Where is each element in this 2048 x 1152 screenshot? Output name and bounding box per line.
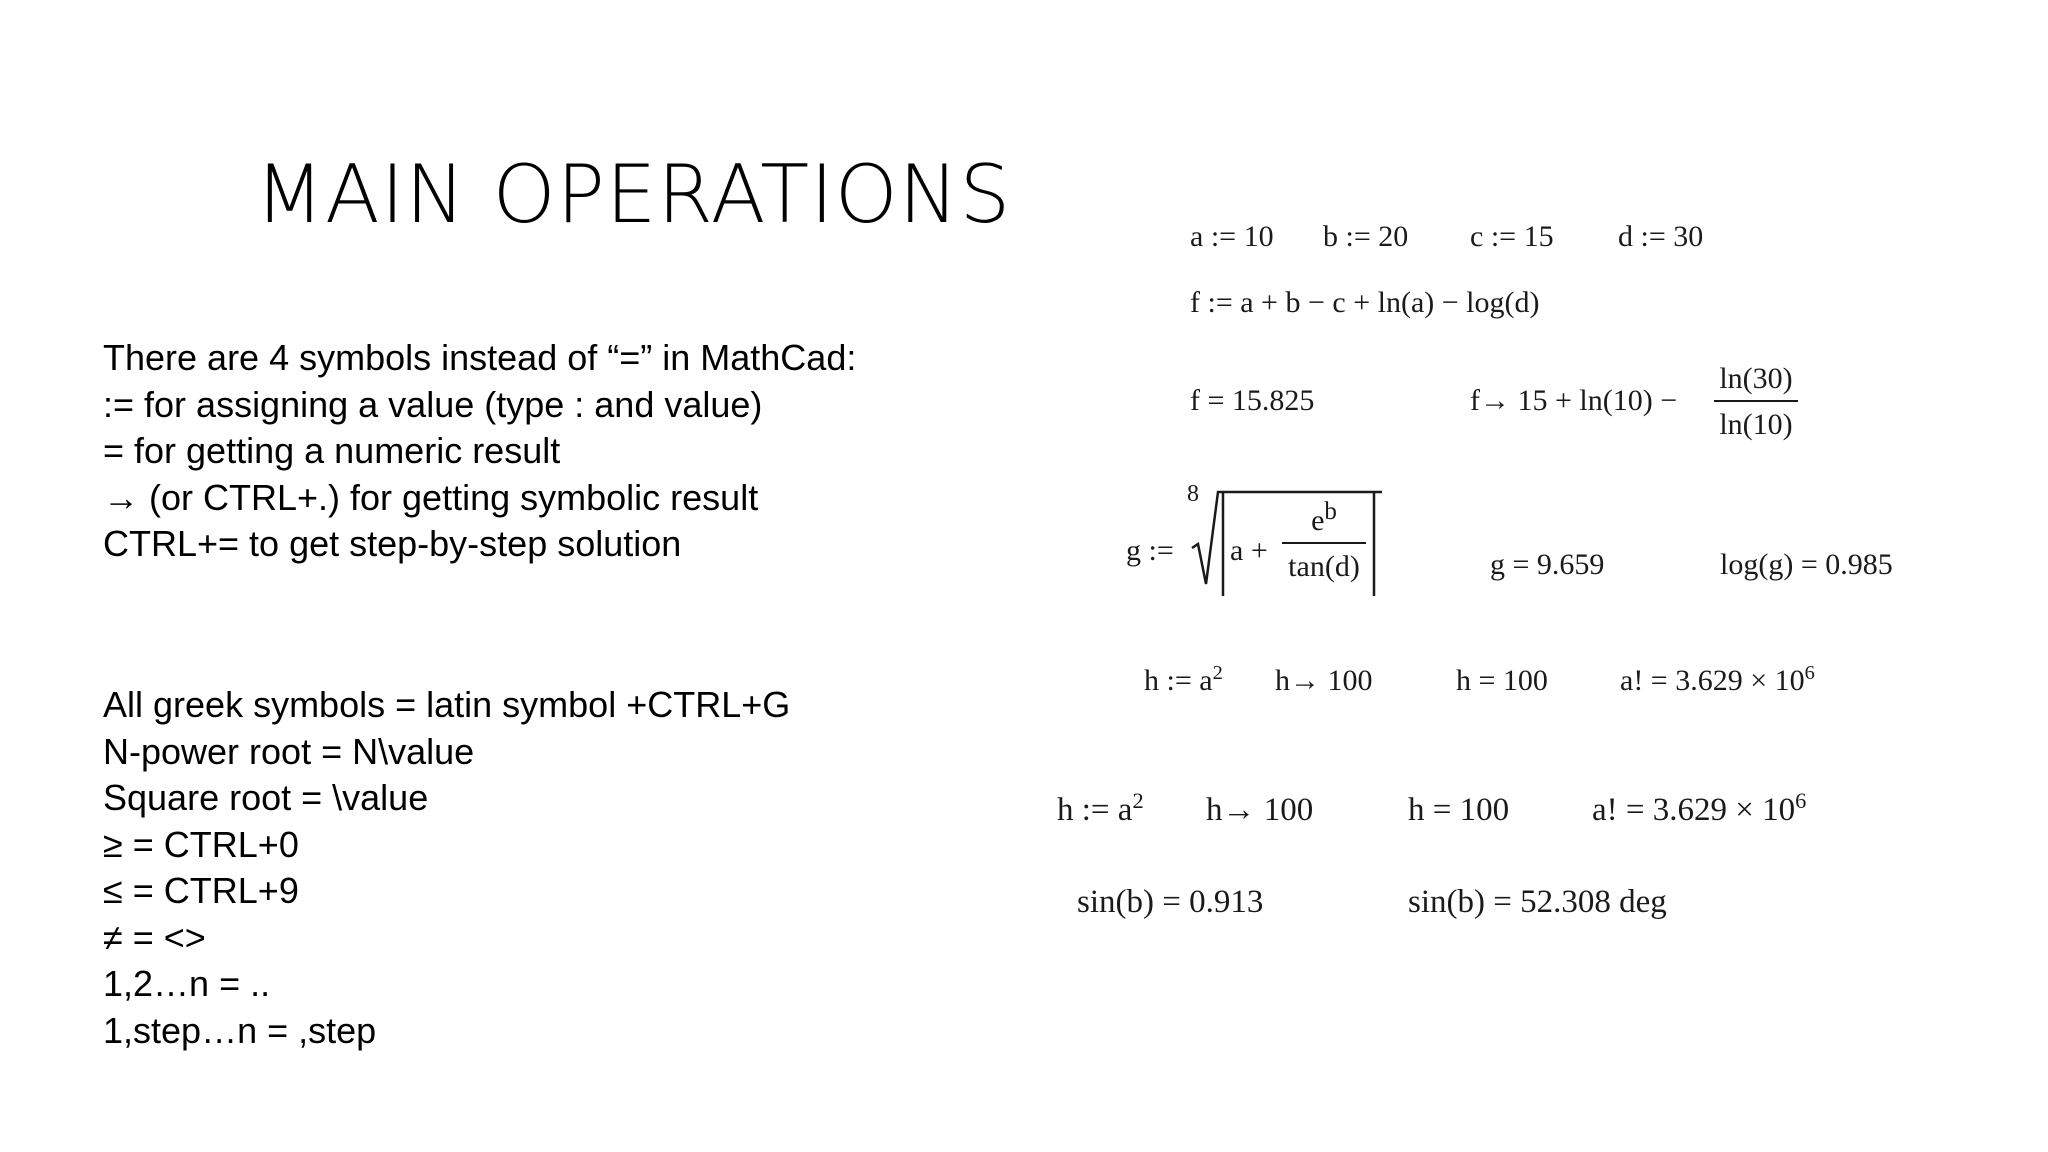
shortcuts-list xyxy=(103,682,790,1054)
expr-power: 6 xyxy=(1795,787,1807,813)
mathcad-symbols-list xyxy=(103,335,856,568)
list-item: 1,step…n = ,step xyxy=(103,1009,377,1051)
expr-base: a! = 3.629 × 10 xyxy=(1620,664,1805,697)
expr-base: h := a xyxy=(1144,664,1213,697)
fraction-numerator: ln(30) xyxy=(1719,362,1793,395)
f-definition: f := a + b − c + ln(a) − log(d) xyxy=(1190,286,1540,319)
h-symbolic-result-large: h→ 100 xyxy=(1206,792,1314,828)
g-numeric-result: g = 9.659 xyxy=(1490,548,1605,581)
sin-b-result: sin(b) = 0.913 xyxy=(1077,884,1264,920)
slide-title: MAIN OPERATIONS xyxy=(255,148,1012,241)
f-symbolic-prefix: f→ 15 + ln(10) − xyxy=(1470,384,1678,417)
sin-b-degrees-result: sin(b) = 52.308 deg xyxy=(1408,884,1667,920)
expr-power: 2 xyxy=(1132,787,1144,813)
f-symbolic-fraction xyxy=(1714,362,1798,442)
list-item: There are 4 symbols instead of “=” in MathCad: xyxy=(103,337,857,378)
root-index: 8 xyxy=(1187,481,1199,507)
fraction-denominator: ln(10) xyxy=(1719,408,1793,441)
expr-base: a! = 3.629 × 10 xyxy=(1592,792,1796,828)
list-item: ≤ = CTRL+9 xyxy=(103,870,299,911)
assign-c: c := 15 xyxy=(1470,220,1554,253)
list-item: ≠ = <> xyxy=(103,916,206,958)
expr-power: 6 xyxy=(1804,661,1815,684)
h-numeric-result-large: h = 100 xyxy=(1408,792,1510,828)
list-item: = for getting a numeric result xyxy=(103,430,561,471)
factorial-result-large xyxy=(1592,787,1807,828)
list-item: → (or CTRL+.) for getting symbolic result xyxy=(103,476,759,518)
list-item: N-power root = N\value xyxy=(103,730,475,772)
fraction-denominator: tan(d) xyxy=(1288,550,1360,583)
list-item: CTRL+= to get step-by-step solution xyxy=(103,523,682,564)
list-item: Square root = \value xyxy=(103,777,429,818)
assign-a: a := 10 xyxy=(1190,220,1274,253)
h-definition xyxy=(1144,661,1223,697)
h-definition-large xyxy=(1057,787,1144,828)
list-item: ≥ = CTRL+0 xyxy=(103,823,299,865)
exp-base: e xyxy=(1311,504,1325,537)
radicand-a-plus: a + xyxy=(1230,534,1268,567)
fraction-bar xyxy=(1282,542,1366,544)
exp-power: b xyxy=(1324,498,1337,525)
log-g-result: log(g) = 0.985 xyxy=(1720,548,1893,581)
list-item: := for assigning a value (type : and value) xyxy=(103,383,763,425)
factorial-result xyxy=(1620,661,1815,697)
list-item: All greek symbols = latin symbol +CTRL+G xyxy=(103,684,791,725)
assign-b: b := 20 xyxy=(1323,220,1409,253)
list-item: 1,2…n = .. xyxy=(103,963,271,1004)
fraction-bar xyxy=(1714,400,1798,402)
expr-base: h := a xyxy=(1057,792,1133,828)
g-definition-prefix: g := xyxy=(1126,534,1174,567)
expr-power: 2 xyxy=(1212,661,1223,684)
fraction-numerator xyxy=(1282,498,1366,538)
assign-d: d := 30 xyxy=(1618,220,1704,253)
h-symbolic-result: h→ 100 xyxy=(1275,664,1373,697)
radicand-fraction xyxy=(1282,498,1366,584)
h-numeric-result: h = 100 xyxy=(1456,664,1548,697)
f-numeric-result: f = 15.825 xyxy=(1190,384,1315,417)
